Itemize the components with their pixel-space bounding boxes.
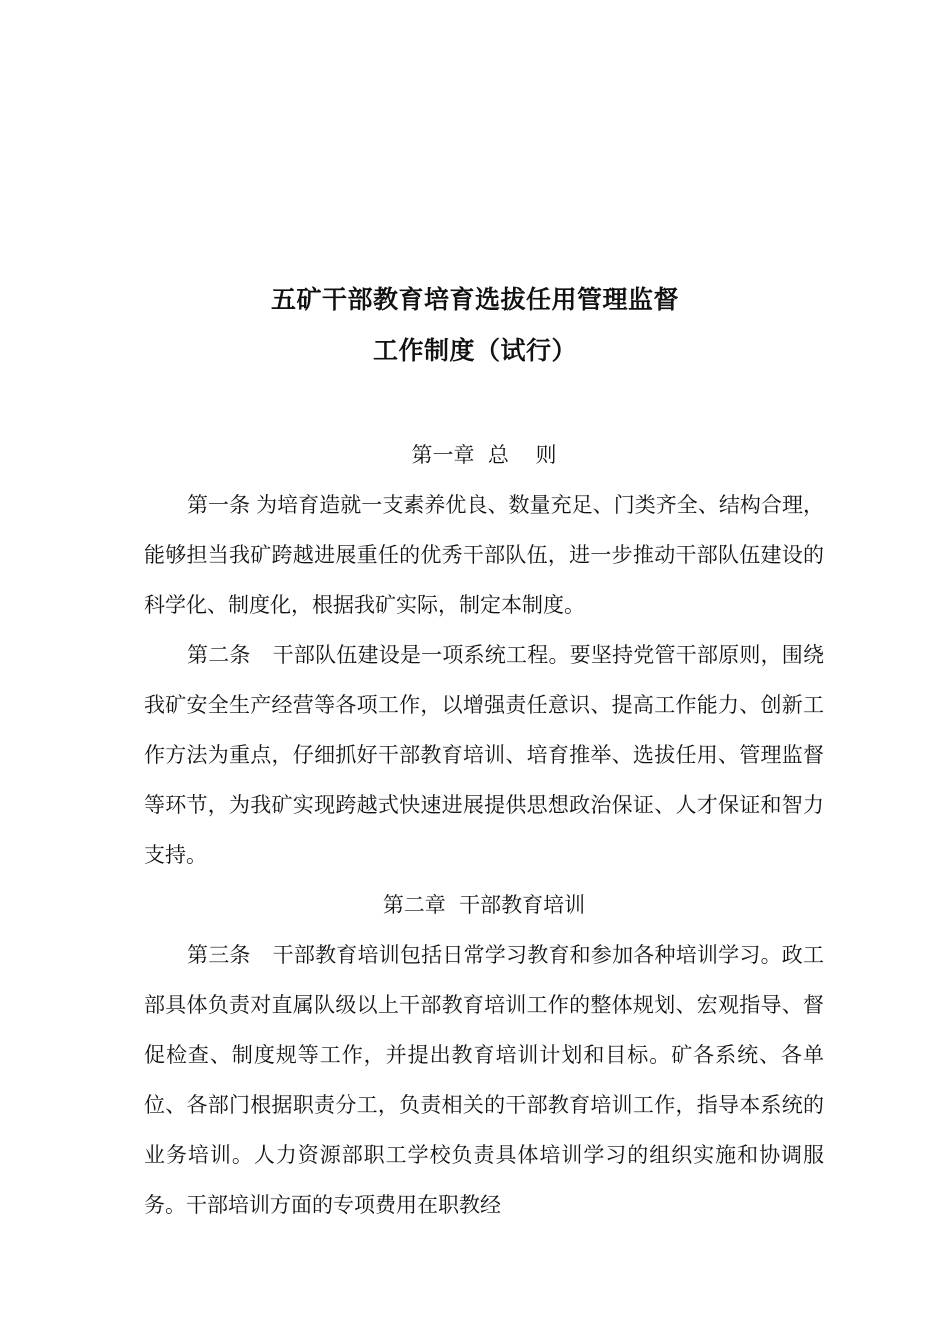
article-label: 第三条 [187,943,251,967]
chapter-heading-2: 第二章 干部教育培训 [382,893,586,917]
article-3 [144,930,824,1230]
document-title-line2: 工作制度（试行） [372,336,577,365]
article-1 [144,480,824,630]
article-label: 第一条 [187,493,251,517]
article-text: 为培育造就一支素养优良、数量充足、门类齐全、结构合理，能够担当我矿跨越进展重任的优秀干部队伍，进一步推动干部队伍建设的科学化、制度化，根据我矿实际，制定本制度。 [144,493,825,617]
article-text: 干部教育培训包括日常学习教育和参加各种培训学习。政工部具体负责对直属队级以上干部教育培训工作的整体规划、宏观指导、督促检查、制度规等工作，并提出教育培训计划和目标。矿各系统、各单位、各部门根据职责分工，负责相关的干部教育培训工作，指导本系统的业务培训。人力资源部职工学校负责具体培训学习的组织实施和协调服务。干部培训方面的专项费用在职教经 [144,943,825,1217]
article-2 [144,630,824,880]
article-text: 干部队伍建设是一项系统工程。要坚持党管干部原则，围绕我矿安全生产经营等各项工作，以增强责任意识、提高工作能力、创新工作方法为重点，仔细抓好干部教育培训、培育推举、选拔任用、管理监督等环节，为我矿实现跨越式快速进展提供思想政治保证、人才保证和智力支持。 [144,643,825,867]
document-body [144,430,824,1230]
article-label: 第二条 [187,643,251,667]
chapter-heading-1: 第一章 总 则 [411,443,557,467]
document-title-line1: 五矿干部教育培育选拔任用管理监督 [270,285,679,314]
